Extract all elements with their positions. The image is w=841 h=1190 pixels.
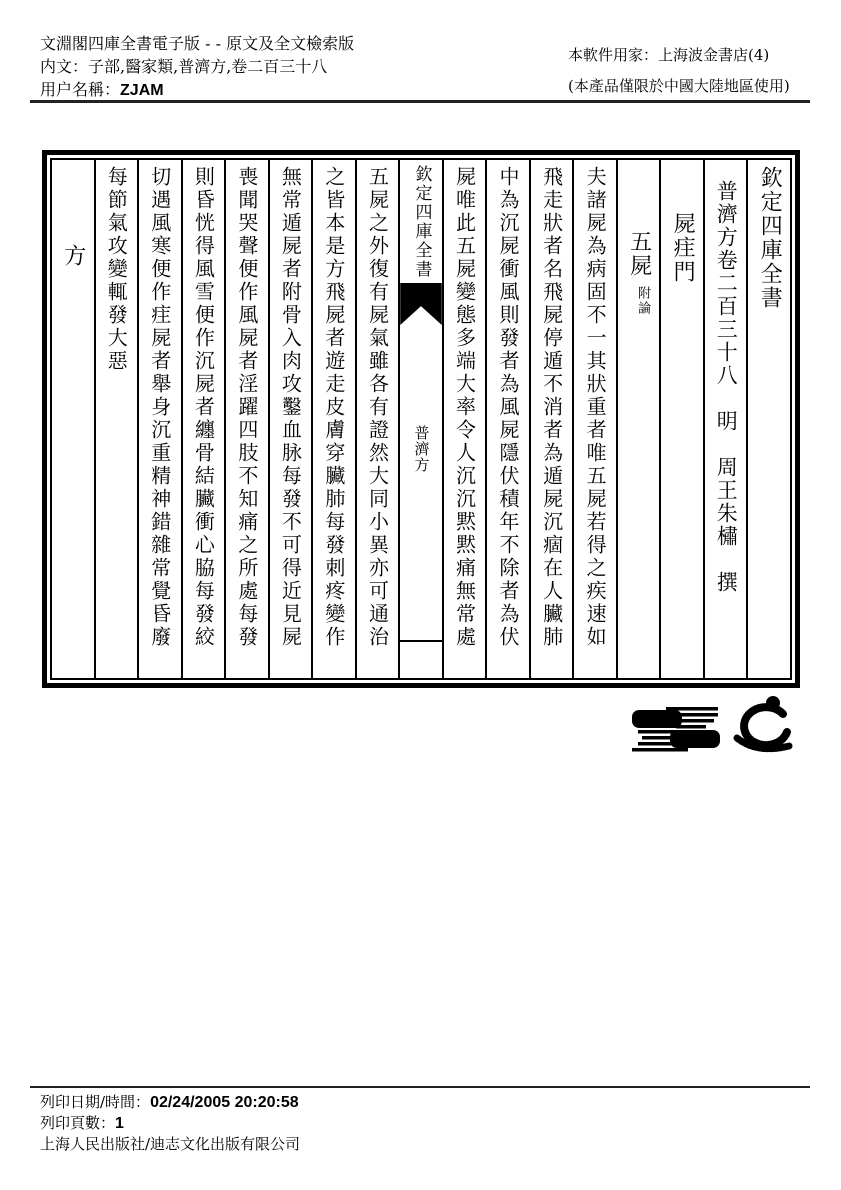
column-prescription-heading — [52, 160, 94, 678]
column-body-text — [485, 160, 529, 678]
footer — [40, 1092, 300, 1155]
column-text: 屍唯此五屍變態多端大率令人沉沉黙黙痛無常處 — [452, 166, 477, 649]
column-text: 欽定四庫全書 — [757, 166, 783, 310]
fishtail-mark-icon — [400, 283, 442, 325]
header-left — [40, 32, 354, 102]
column-book-title — [746, 160, 790, 678]
column-body-text — [181, 160, 225, 678]
column-body-text — [442, 160, 486, 678]
print-date-line — [40, 1092, 300, 1113]
column-text: 方 — [60, 244, 86, 269]
column-text: 屍疰門 — [670, 212, 696, 284]
column-section-title — [659, 160, 703, 678]
print-pages-line — [40, 1113, 300, 1134]
content-path-label: 内文： — [40, 57, 89, 76]
user-value: ZJAM — [120, 82, 164, 99]
column-body-text — [311, 160, 355, 678]
column-body-text — [94, 160, 138, 678]
text-grid — [50, 158, 792, 680]
licensee-value: 上海波金書店(4) — [658, 46, 770, 64]
column-subsection-title — [616, 160, 660, 678]
column-text: 普濟方卷二百三十八 明 周王朱橚 撰 — [714, 180, 739, 594]
column-text: 每節氣攻變輒發大惡 — [104, 166, 129, 373]
column-text: 則昏恍得風雪便作沉屍者纏骨結臟衝心脇每發絞 — [191, 166, 216, 649]
column-text: 中為沉屍衝風則發者為風屍隱伏積年不除者為伏 — [496, 166, 521, 649]
content-path-line — [40, 55, 354, 78]
licensee-line — [568, 40, 790, 71]
column-text: 之皆本是方飛屍者遊走皮膚穿臟肺每發刺疼變作 — [321, 166, 346, 649]
spine-column — [398, 160, 442, 678]
column-text: 飛走狀者名飛屍停遁不消者為遁屍沉痼在人臟肺 — [539, 166, 564, 649]
licensee-label: 本軟件用家： — [568, 46, 659, 64]
column-volume-title — [703, 160, 747, 678]
print-date-label: 列印日期/時間： — [40, 1093, 151, 1111]
spine-book-label: 欽定四庫全書 — [411, 165, 432, 279]
brush-circle-logo-icon — [727, 694, 797, 764]
spine-volume-title: 普濟方 — [412, 425, 431, 473]
column-text: 五屍之外復有屍氣雖各有證然大同小異亦可通治 — [365, 166, 390, 649]
column-body-text — [268, 160, 312, 678]
column-text: 夫諸屍為病固不一其狀重者唯五屍若得之疾速如 — [583, 166, 608, 649]
column-body-text — [224, 160, 268, 678]
publisher-line: 上海人民出版社/迪志文化出版有限公司 — [40, 1135, 301, 1153]
column-body-text — [529, 160, 573, 678]
column-body-text — [572, 160, 616, 678]
print-date-value: 02/24/2005 20:20:58 — [150, 1094, 299, 1111]
column-body-text — [137, 160, 181, 678]
print-pages-label: 列印頁數： — [40, 1114, 116, 1132]
user-label: 用户名稱： — [40, 80, 121, 99]
column-text: 切遇風寒便作疰屍者舉身沉重精神錯雜常覺昏廢 — [147, 166, 172, 649]
header-right — [568, 40, 790, 102]
print-pages-value: 1 — [115, 1115, 124, 1132]
footer-divider — [30, 1086, 810, 1088]
book-page-frame — [42, 150, 800, 688]
column-text: 五屍 — [626, 230, 652, 278]
restriction-line: (本產品僅限於中國大陸地區使用) — [568, 77, 790, 95]
user-line — [40, 78, 354, 102]
column-body-text — [355, 160, 399, 678]
header-divider — [30, 100, 810, 103]
column-text: 喪聞哭聲便作風屍者淫躍四肢不知痛之所處每發 — [234, 166, 259, 649]
book-stack-logo-icon — [628, 702, 724, 758]
column-text: 無常遁屍者附骨入肉攻鑿血脉每發不可得近見屍 — [278, 166, 303, 649]
spine-divider — [400, 640, 442, 642]
edition-title: 文淵閣四庫全書電子版 - - 原文及全文檢索版 — [40, 34, 355, 53]
content-path-value: 子部,醫家類,普濟方,卷二百三十八 — [88, 57, 328, 76]
appendix-note: 附論 — [635, 286, 651, 316]
